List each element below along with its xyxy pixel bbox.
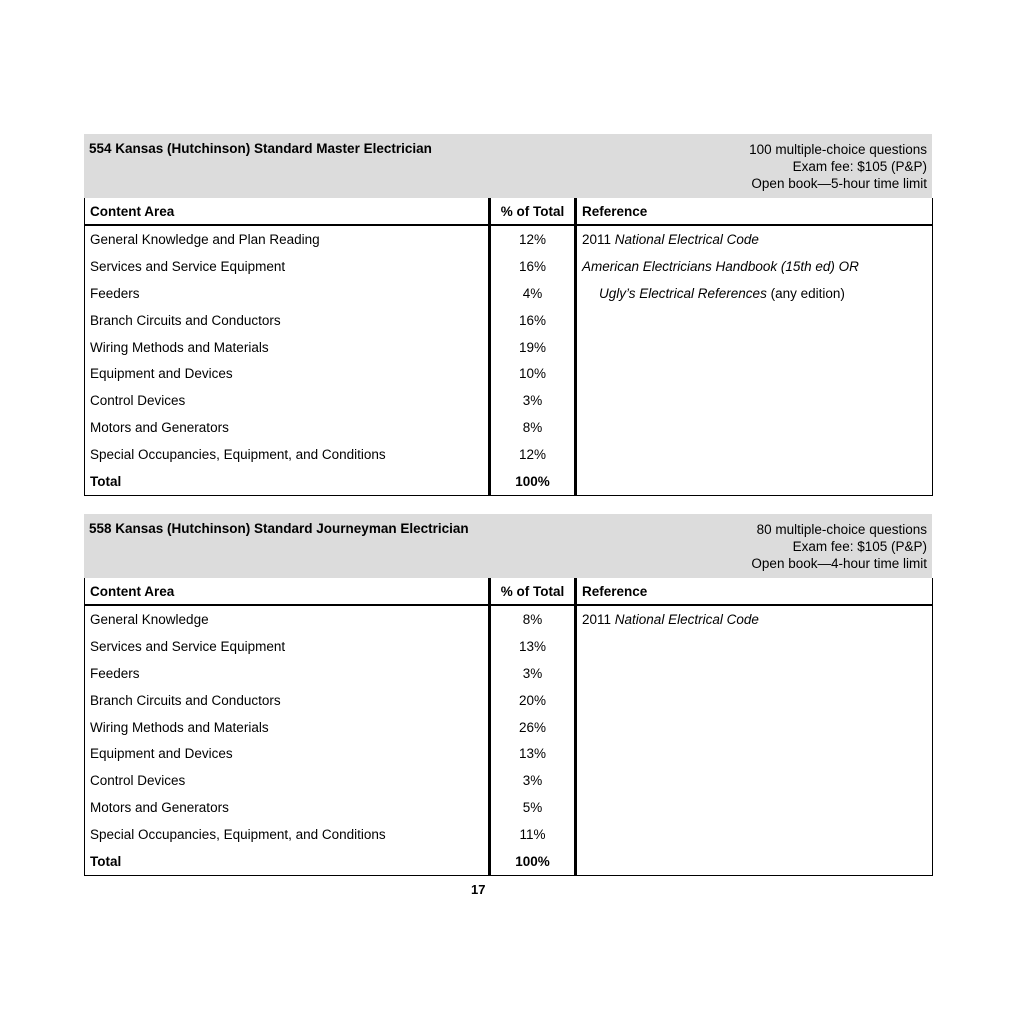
percent-cell: 13% — [490, 740, 576, 767]
percent-cell: 20% — [490, 687, 576, 714]
total-row — [85, 468, 933, 495]
percent-cell: 8% — [490, 414, 576, 441]
table-row — [85, 633, 933, 660]
content-area-cell: Equipment and Devices — [85, 740, 490, 767]
reference-cell — [576, 714, 933, 741]
percent-cell: 3% — [490, 767, 576, 794]
reference-cell: American Electricians Handbook (15th ed) OR — [576, 253, 933, 280]
percent-cell: 11% — [490, 821, 576, 848]
table-row — [85, 605, 933, 633]
percent-cell: 4% — [490, 280, 576, 307]
percent-cell: 5% — [490, 794, 576, 821]
percent-cell: 12% — [490, 225, 576, 253]
percent-cell: 12% — [490, 441, 576, 468]
percent-cell: 8% — [490, 605, 576, 633]
table-row — [85, 441, 933, 468]
content-area-cell: General Knowledge — [85, 605, 490, 633]
content-area-cell: Branch Circuits and Conductors — [85, 687, 490, 714]
reference-cell — [576, 334, 933, 361]
column-header-content-area: Content Area — [85, 578, 490, 605]
content-area-cell: General Knowledge and Plan Reading — [85, 225, 490, 253]
percent-cell: 16% — [490, 307, 576, 334]
reference-cell — [576, 468, 933, 495]
question-count: 80 multiple-choice questions — [756, 522, 927, 537]
content-area-cell: Branch Circuits and Conductors — [85, 307, 490, 334]
content-area-cell: Services and Service Equipment — [85, 253, 490, 280]
exam-section-master — [84, 134, 932, 496]
time-limit: Open book—4-hour time limit — [751, 556, 927, 571]
total-label: Total — [85, 468, 490, 495]
content-area-cell: Feeders — [85, 280, 490, 307]
section-title: 554 Kansas (Hutchinson) Standard Master Electrician — [89, 141, 432, 156]
column-header-percent: % of Total — [490, 578, 576, 605]
content-area-cell: Control Devices — [85, 387, 490, 414]
table-row — [85, 740, 933, 767]
content-area-cell: Special Occupancies, Equipment, and Conditions — [85, 441, 490, 468]
table-row — [85, 714, 933, 741]
content-area-cell: Motors and Generators — [85, 414, 490, 441]
percent-cell: 3% — [490, 660, 576, 687]
reference-cell — [576, 687, 933, 714]
section-header — [84, 514, 932, 578]
reference-cell — [576, 821, 933, 848]
percent-cell: 3% — [490, 387, 576, 414]
content-table — [84, 578, 933, 876]
content-area-cell: Services and Service Equipment — [85, 633, 490, 660]
reference-cell — [576, 660, 933, 687]
reference-title: National Electrical Code — [614, 231, 759, 247]
reference-cell — [576, 225, 933, 253]
table-row — [85, 280, 933, 307]
exam-section-journeyman — [84, 514, 932, 876]
reference-cell — [576, 360, 933, 387]
percent-cell: 10% — [490, 360, 576, 387]
column-header-reference: Reference — [576, 578, 933, 605]
exam-info — [749, 141, 927, 192]
reference-cell — [576, 414, 933, 441]
table-row — [85, 660, 933, 687]
reference-cell — [576, 387, 933, 414]
table-row — [85, 767, 933, 794]
content-area-cell: Wiring Methods and Materials — [85, 334, 490, 361]
content-table — [84, 198, 933, 496]
exam-info — [751, 521, 927, 572]
reference-year: 2011 — [582, 611, 615, 627]
section-header — [84, 134, 932, 198]
content-area-cell: Control Devices — [85, 767, 490, 794]
reference-cell — [576, 441, 933, 468]
content-area-cell: Equipment and Devices — [85, 360, 490, 387]
content-area-cell: Feeders — [85, 660, 490, 687]
reference-cell — [576, 848, 933, 875]
section-title: 558 Kansas (Hutchinson) Standard Journeyman Electrician — [89, 521, 469, 536]
exam-fee: Exam fee: $105 (P&P) — [792, 159, 927, 174]
total-percent: 100% — [490, 468, 576, 495]
table-header-row — [85, 578, 933, 605]
table-row — [85, 821, 933, 848]
table-row — [85, 360, 933, 387]
table-row — [85, 387, 933, 414]
reference-title: Ugly’s Electrical References — [599, 285, 767, 301]
reference-title: National Electrical Code — [614, 611, 759, 627]
table-header-row — [85, 198, 933, 225]
content-area-cell: Special Occupancies, Equipment, and Conditions — [85, 821, 490, 848]
reference-cell — [576, 633, 933, 660]
total-percent: 100% — [490, 848, 576, 875]
table-row — [85, 253, 933, 280]
reference-cell — [576, 767, 933, 794]
column-header-content-area: Content Area — [85, 198, 490, 225]
reference-cell — [576, 740, 933, 767]
total-label: Total — [85, 848, 490, 875]
percent-cell: 16% — [490, 253, 576, 280]
total-row — [85, 848, 933, 875]
page-number: 17 — [471, 882, 486, 897]
column-header-percent: % of Total — [490, 198, 576, 225]
reference-edition: (any edition) — [766, 285, 845, 301]
time-limit: Open book—5-hour time limit — [751, 176, 927, 191]
reference-cell — [576, 605, 933, 633]
reference-cell — [576, 307, 933, 334]
exam-fee: Exam fee: $105 (P&P) — [792, 539, 927, 554]
reference-cell — [576, 280, 933, 307]
column-header-reference: Reference — [576, 198, 933, 225]
percent-cell: 19% — [490, 334, 576, 361]
reference-cell — [576, 794, 933, 821]
content-area-cell: Motors and Generators — [85, 794, 490, 821]
question-count: 100 multiple-choice questions — [749, 142, 927, 157]
percent-cell: 13% — [490, 633, 576, 660]
content-area-cell: Wiring Methods and Materials — [85, 714, 490, 741]
table-row — [85, 794, 933, 821]
percent-cell: 26% — [490, 714, 576, 741]
table-row — [85, 687, 933, 714]
reference-year: 2011 — [582, 231, 615, 247]
table-row — [85, 225, 933, 253]
table-row — [85, 307, 933, 334]
table-row — [85, 414, 933, 441]
table-row — [85, 334, 933, 361]
